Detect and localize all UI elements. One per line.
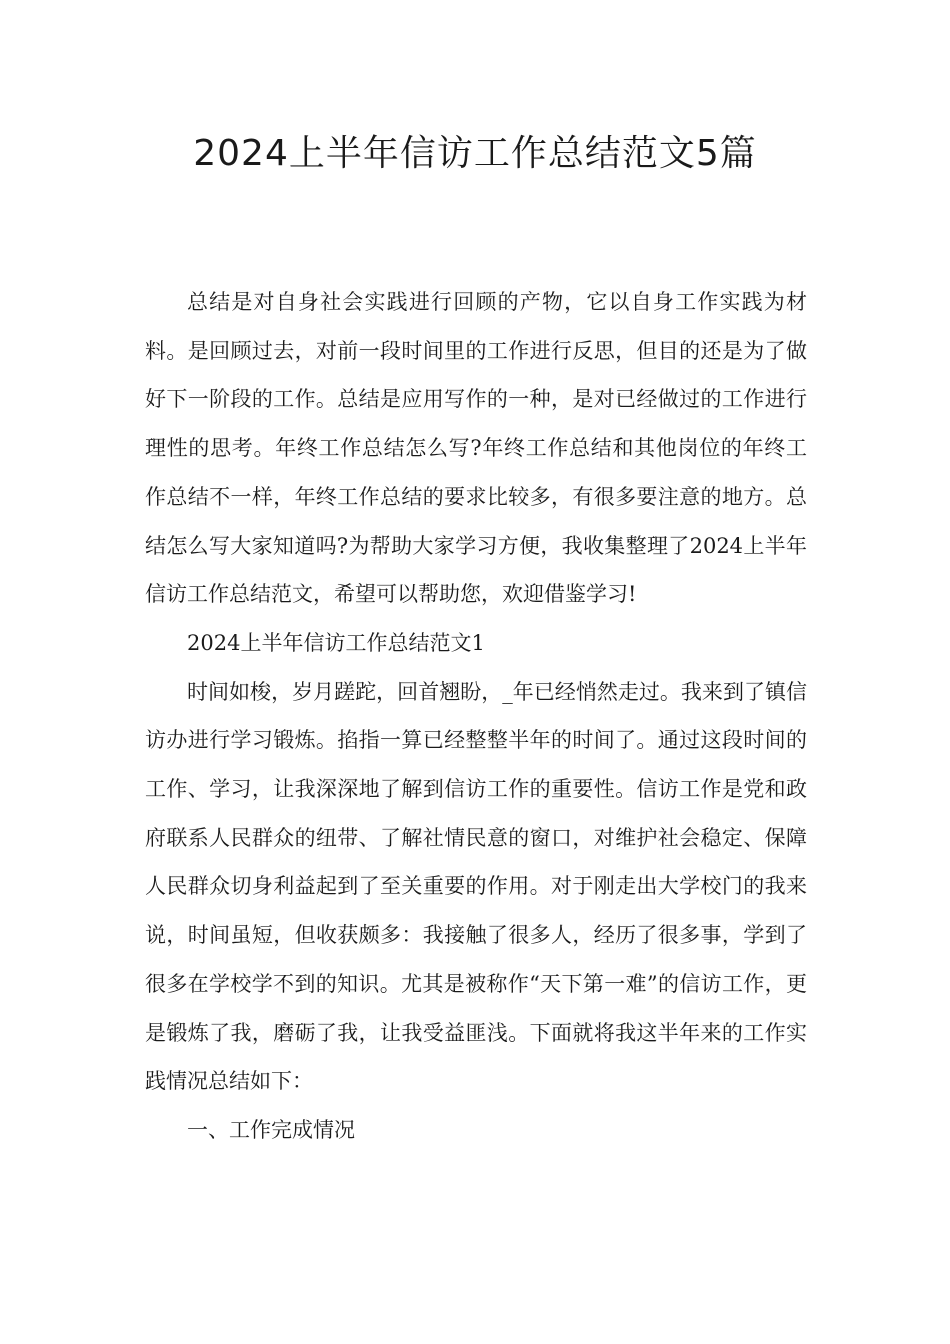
- body-paragraph: 时间如梭，岁月蹉跎，回首翘盼，_年已经悄然走过。我来到了镇信访办进行学习锻炼。掐指一算已经整整半年的时间了。通过这段时间的工作、学习，让我深深地了解到信访工作的重要性。信访工作是党和政府联系人民群众的纽带、了解社情民意的窗口，对维护社会稳定、保障人民群众切身利益起到了至关重要的作用。对于刚走出大学校门的我来说，时间虽短，但收获颇多：我接触了很多人，经历了很多事，学到了很多在学校学不到的知识。尤其是被称作“天下第一难”的信访工作，更是锻炼了我，磨砺了我，让我受益匪浅。下面就将我这半年来的工作实践情况总结如下：: [145, 679, 807, 1094]
- intro-paragraph: 总结是对自身社会实践进行回顾的产物，它以自身工作实践为材料。是回顾过去，对前一段时间里的工作进行反思，但目的还是为了做好下一阶段的工作。总结是应用写作的一种，是对已经做过的工作进行理性的思考。年终工作总结怎么写?年终工作总结和其他岗位的年终工作总结不一样，年终工作总结的要求比较多，有很多要注意的地方。总结怎么写大家知道吗?为帮助大家学习方便，我收集整理了2024上半年信访工作总结范文，希望可以帮助您，欢迎借鉴学习!: [145, 290, 807, 607]
- document-body: [145, 278, 807, 1155]
- document-title: 2024上半年信访工作总结范文5篇: [193, 133, 757, 174]
- section-heading: 2024上半年信访工作总结范文1: [187, 630, 485, 655]
- subsection-heading: 一、工作完成情况: [187, 1117, 355, 1142]
